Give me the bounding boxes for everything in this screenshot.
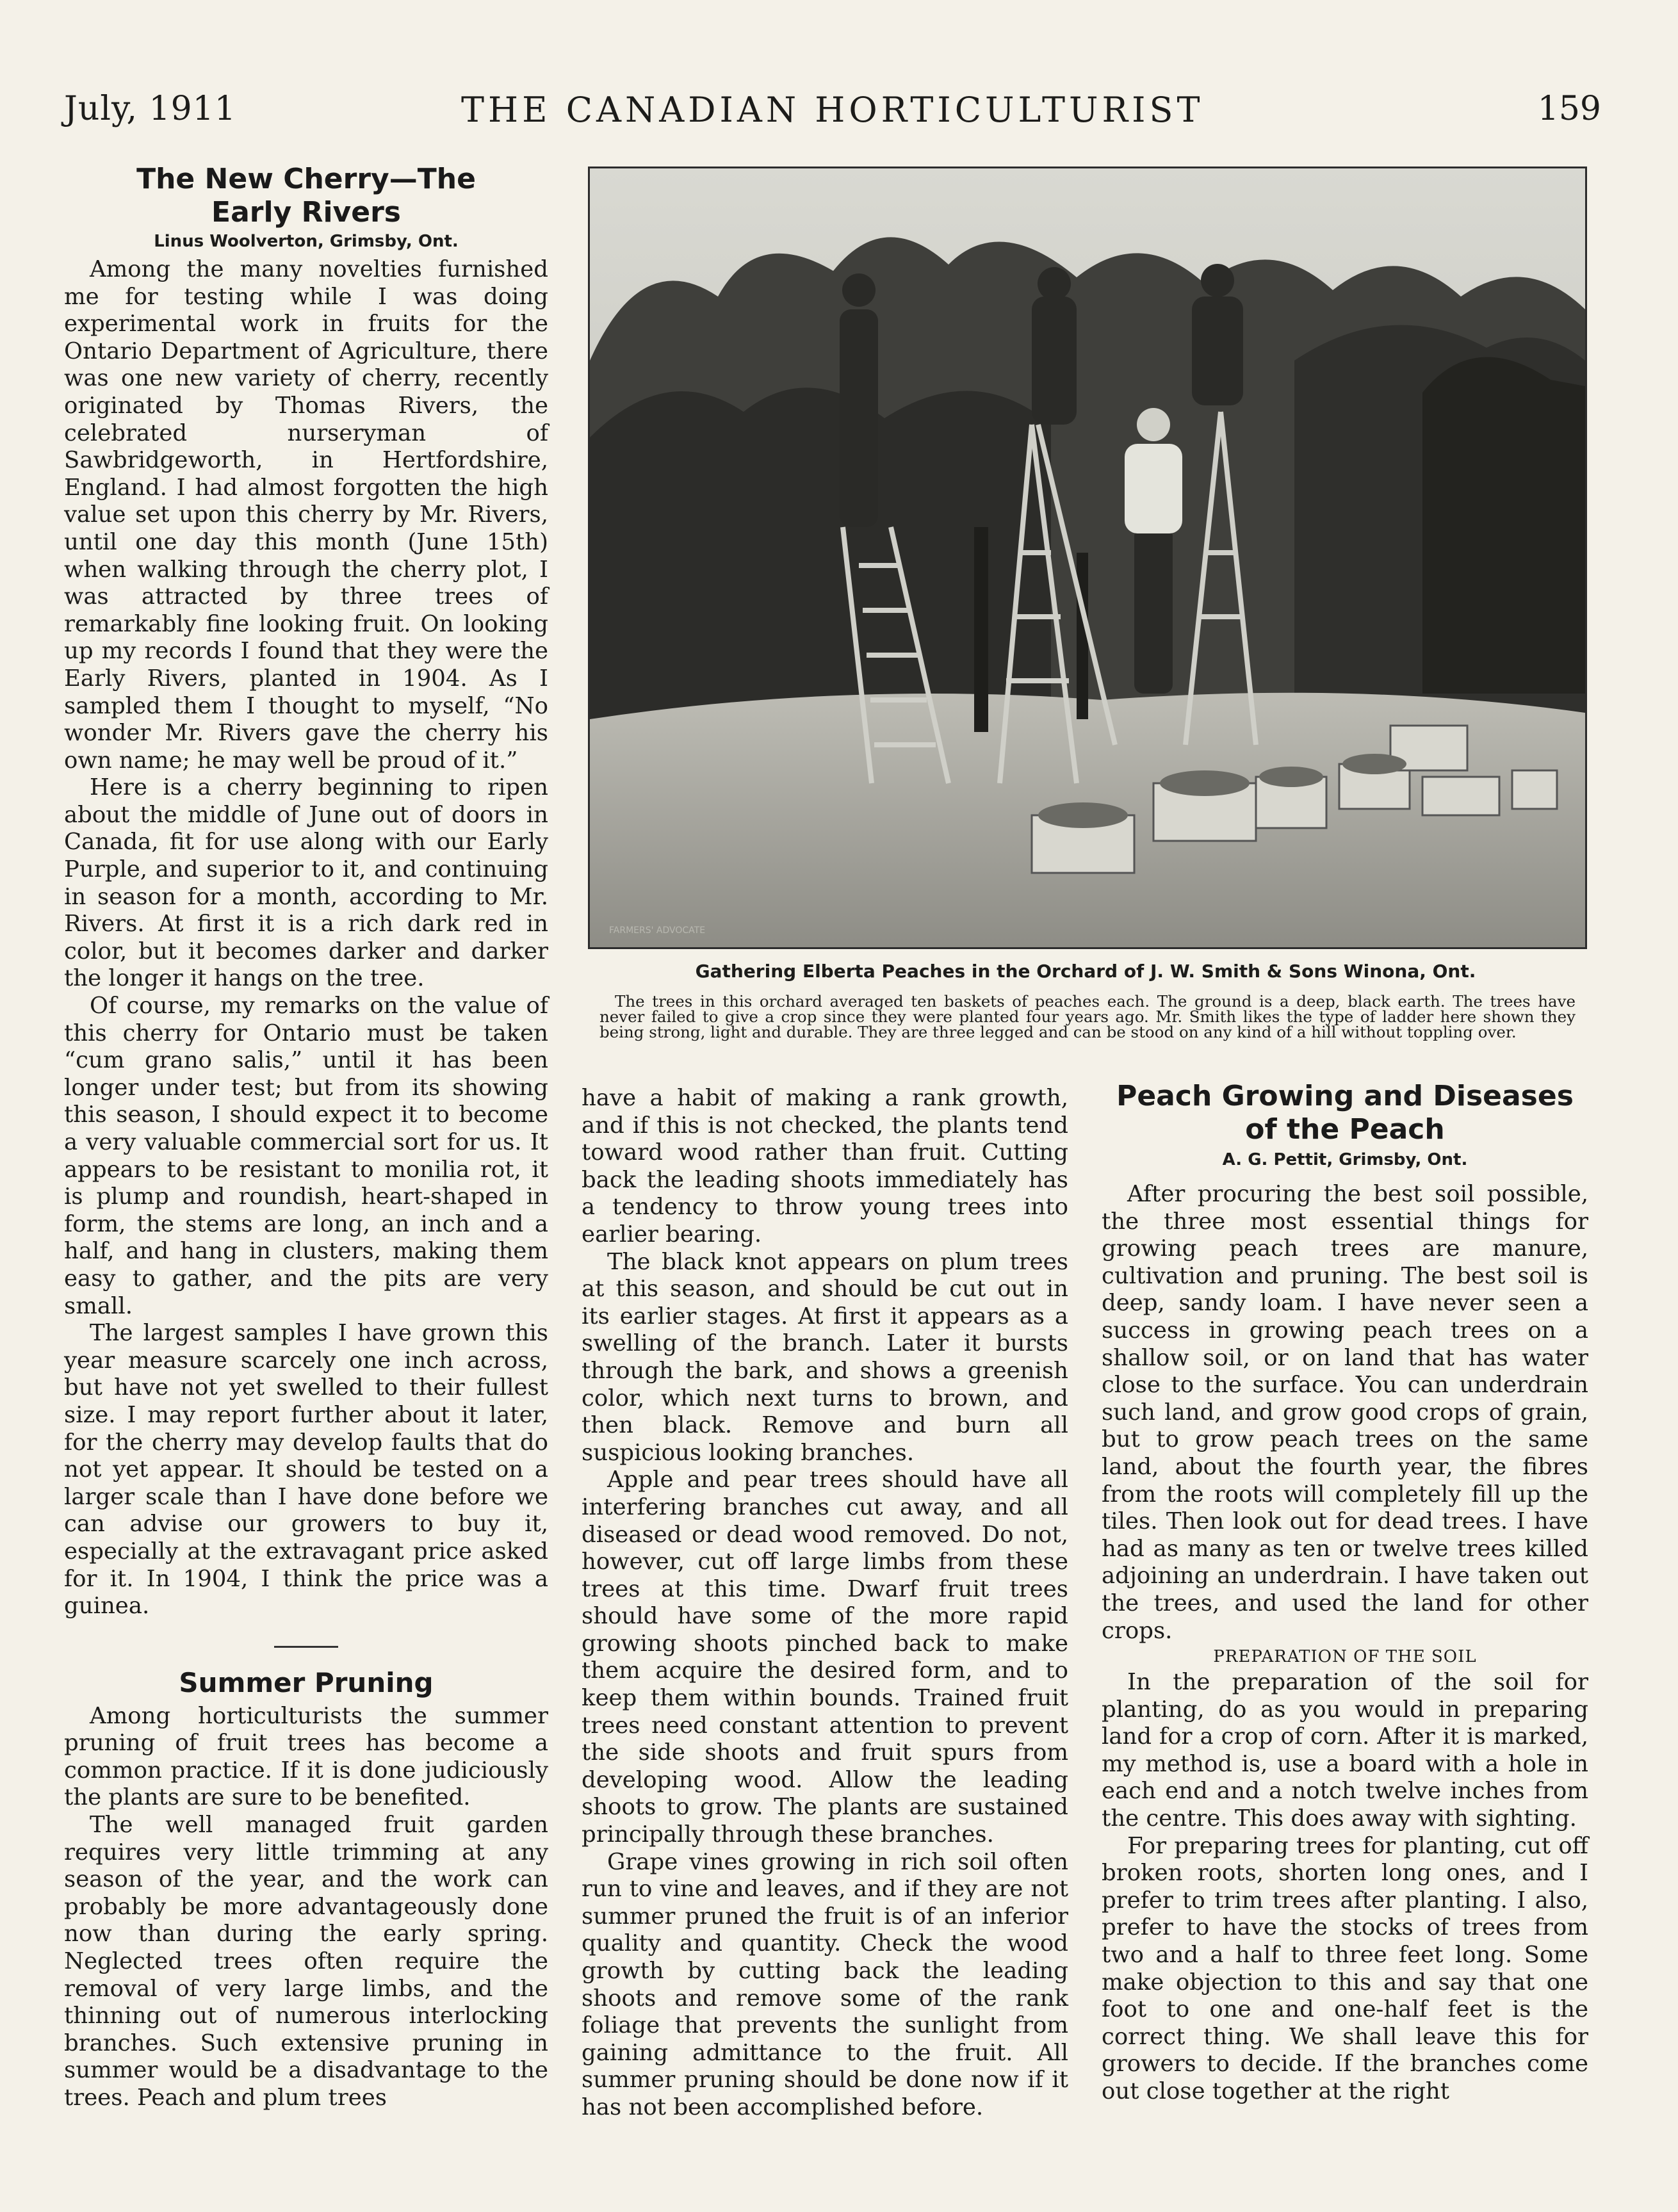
byline-peach: A. G. Pettit, Grimsby, Ont.	[1222, 1150, 1468, 1169]
issue-date: July, 1911	[64, 90, 236, 128]
paragraph: The well managed fruit garden requires very little trimming at any season of the year, and the work can probably be more advantageously done now than during the early spring. Neglected trees often require the removal of very large limbs, and the thinning out of numerous interlocking branches. Such extensive pruning in summer would be a disadvantage to the trees. Peach and plum trees	[64, 1812, 548, 2111]
article-title-peach: Peach Growing and Diseases of the Peach	[1116, 1080, 1574, 1146]
article-title-pruning: Summer Pruning	[179, 1666, 434, 1698]
journal-title: THE CANADIAN HORTICULTURIST	[461, 90, 1204, 130]
article-title-cherry: The New Cherry—The Early Rivers	[136, 163, 476, 229]
paragraph: Of course, my remarks on the value of this cherry for Ontario must be taken “cum grano salis,” until it has been longer under test; but from its showing this season, I should expect it to become a very valuable commercial sort for us. It appears to be resistant to monilia rot, it is plump and roundish, heart-shaped in form, the stems are long, an inch and a half, and hang in clusters, making them easy to gather, and the pits are very small.	[64, 993, 548, 1319]
middle-column	[582, 1085, 1068, 2122]
right-column	[1102, 1080, 1588, 2106]
paragraph: Here is a cherry beginning to ripen about the middle of June out of doors in Canada, fit for use along with our Early Purple, and superior to it, and continuing in season for a month, according to Mr. Rivers. At first it is a rich dark red in color, but it becomes darker and darker the longer it hangs on the tree.	[64, 774, 548, 992]
paragraph: Among the many novelties furnished me for testing while I was doing experimental work in fruits for the Ontario Department of Agriculture, there was one new variety of cherry, recently originated by Thomas Rivers, the celebrated nurseryman of Sawbridgeworth, in Hertfordshire, England. I had almost forgotten the high value set upon this cherry by Mr. Rivers, until one day this month (June 15th) when walking through the cherry plot, I was attracted by three trees of remarkably fine looking fruit. On looking up my records I found that they were the Early Rivers, planted in 1904. As I sampled them I thought to myself, “No wonder Mr. Rivers gave the cherry his own name; he may well be proud of it.”	[64, 256, 548, 774]
orchard-photo-illustration	[590, 168, 1585, 947]
paragraph: After procuring the best soil possible, the three most essential things for growing peach trees are manure, cultivation and pruning. The best soil is deep, sandy loam. I have never seen a success in growing peach trees on a shallow soil, or on land that has water close to the surface. You can underdrain such land, and grow good crops of grain, but to grow peach trees on the same land, about the fourth year, the fibres from the roots will completely fill up the tiles. Then look out for dead trees. I have had as many as ten or twelve trees killed adjoining an underdrain. I have taken out the trees, and used the land for other crops.	[1102, 1181, 1588, 1644]
left-column	[64, 163, 548, 2112]
paragraph: have a habit of making a rank growth, and if this is not checked, the plants tend toward wood rather than fruit. Cutting back the leading shoots immediately has a tendency to throw young trees into earlier bearing.	[582, 1085, 1068, 1248]
paragraph: Apple and pear trees should have all interfering branches cut away, and all diseased or dead wood removed. Do not, however, cut off large limbs from these trees at this time. Dwarf fruit trees should have some of the more rapid growing shoots pinched back to make them acquire the desired form, and to keep them within bounds. Trained fruit trees need constant attention to prevent the side shoots and fruit spurs from developing wood. Allow the leading shoots to grow. The plants are sustained principally through these branches.	[582, 1467, 1068, 1848]
paragraph: Among horticulturists the summer pruning of fruit trees has become a common practice. If it is done judiciously the plants are sure to be benefited.	[64, 1702, 548, 1811]
paragraph: In the preparation of the soil for planting, do as you would in preparing land for a crop of corn. After it is marked, my method is, use a board with a hole in each end and a notch twelve inches from the centre. This does away with sighting.	[1102, 1669, 1588, 1832]
paragraph: The black knot appears on plum trees at this season, and should be cut out in its earlier stages. At first it appears as a swelling of the branch. Later it bursts through the bark, and shows a greenish color, which next turns to brown, and then black. Remove and burn all suspicious looking branches.	[582, 1248, 1068, 1466]
orchard-photo	[588, 167, 1587, 949]
section-divider	[274, 1646, 338, 1648]
running-head	[64, 90, 1601, 141]
paragraph: The largest samples I have grown this year measure scarcely one inch across, but have not yet swelled to their fullest size. I may report further about it later, for the cherry may develop faults that do not yet appear. It should be tested on a larger scale than I have done before we can advise our growers to buy it, especially at the extravagant price asked for it. In 1904, I think the price was a guinea.	[64, 1320, 548, 1620]
paragraph: Grape vines growing in rich soil often run to vine and leaves, and if they are not summer pruned the fruit is of an inferior quality and quantity. Check the wood growth by cutting back the leading shoots and remove some of the rank foliage that prevents the sunlight from gaining admittance to the fruit. All summer pruning should be done now if it has not been accomplished before.	[582, 1848, 1068, 2120]
photo-caption-text: The trees in this orchard averaged ten baskets of peaches each. The ground is a deep, black earth. The trees have never failed to give a crop since they were planted four years ago. Mr. Smith likes the type of ladder here shown they being strong, light and durable. They are three legged and can be stood on any kind of a hill without toppling over.	[599, 992, 1576, 1041]
photo-credit: FARMERS' ADVOCATE	[609, 925, 706, 936]
section-subhead: PREPARATION OF THE SOIL	[1213, 1647, 1477, 1667]
page-number: 159	[1537, 90, 1601, 128]
paragraph: For preparing trees for planting, cut off broken roots, shorten long ones, and I prefer to trim trees after planting. I also, prefer to have the stocks of trees from two and a half to three feet long. Some make objection to this and say that one foot to one and one-half feet is the correct thing. We shall leave this for growers to decide. If the branches come out close together at the right	[1102, 1832, 1588, 2104]
photo-caption-title: Gathering Elberta Peaches in the Orchard of J. W. Smith & Sons Winona, Ont.	[695, 961, 1476, 982]
byline-cherry: Linus Woolverton, Grimsby, Ont.	[154, 232, 459, 251]
